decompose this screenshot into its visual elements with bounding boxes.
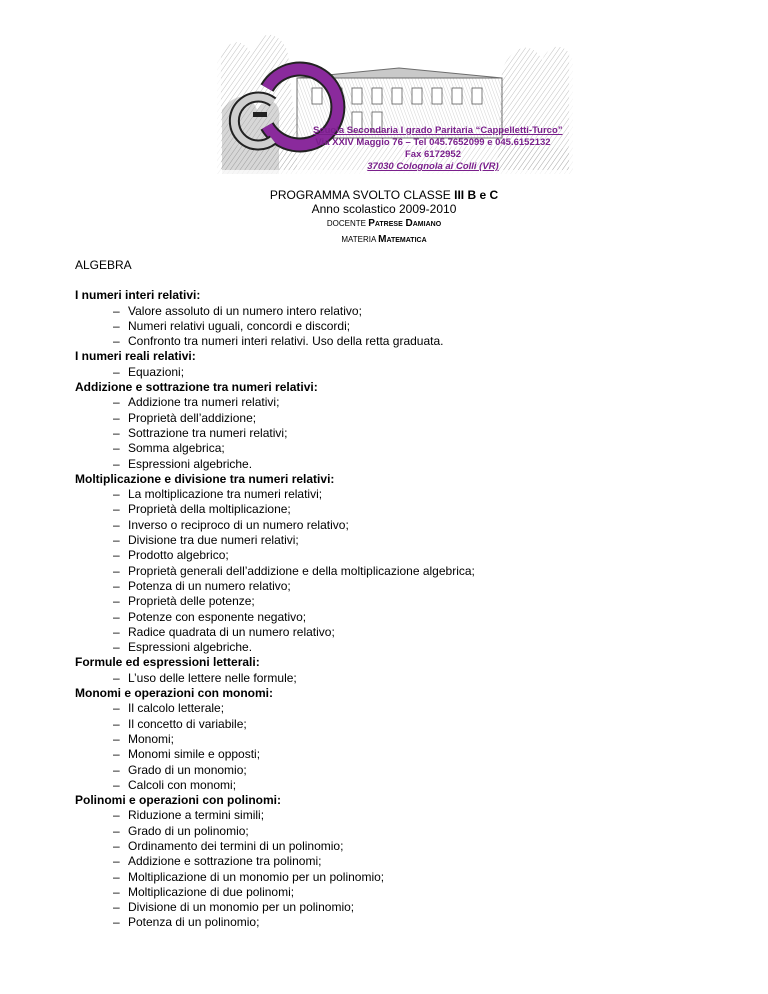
section-title: Monomi e operazioni con monomi: — [75, 686, 273, 701]
list-item: – Valore assoluto di un numero intero relativo; — [113, 304, 725, 319]
list-item: – Numeri relativi uguali, concordi e discordi; — [113, 319, 725, 334]
section-item-list — [75, 395, 725, 471]
section-title: Polinomi e operazioni con polinomi: — [75, 793, 282, 808]
section-title: I numeri interi relativi: — [75, 288, 201, 303]
list-item: – Somma algebrica; — [113, 441, 725, 456]
list-item: – Divisione tra due numeri relativi; — [113, 533, 725, 548]
list-item: – Ordinamento dei termini di un polinomio; — [113, 839, 725, 854]
list-item: – Potenze con esponente negativo; — [113, 610, 725, 625]
list-item: – Proprietà dell’addizione; — [113, 411, 725, 426]
list-item: – Proprietà generali dell’addizione e della moltiplicazione algebrica; — [113, 564, 725, 579]
section-item-list — [75, 808, 725, 930]
list-item: – Inverso o reciproco di un numero relativo; — [113, 518, 725, 533]
list-item: – Potenza di un numero relativo; — [113, 579, 725, 594]
list-item: – Addizione e sottrazione tra polinomi; — [113, 854, 725, 869]
subject-label: MATERIA — [341, 235, 376, 244]
subject-name: Matematica — [378, 234, 427, 245]
list-item: – Grado di un monomio; — [113, 763, 725, 778]
section-title: I numeri reali relativi: — [75, 349, 196, 364]
list-item: – Addizione tra numeri relativi; — [113, 395, 725, 410]
list-item: – Prodotto algebrico; — [113, 548, 725, 563]
list-item: – Riduzione a termini simili; — [113, 808, 725, 823]
teacher-line — [0, 216, 768, 232]
list-item: – Espressioni algebriche. — [113, 457, 725, 472]
program-sections — [75, 288, 725, 930]
list-item: – Proprietà delle potenze; — [113, 594, 725, 609]
school-name: Scuola Secondaria I grado Paritaria “Cappelletti-Turco” — [313, 125, 563, 136]
program-content — [75, 258, 725, 931]
teacher-label: DOCENTE — [326, 219, 366, 228]
list-item: – Moltiplicazione di due polinomi; — [113, 885, 725, 900]
school-year: Anno scolastico 2009-2010 — [311, 202, 457, 216]
school-info — [313, 125, 563, 173]
section-item-list — [75, 365, 725, 380]
list-item: – Moltiplicazione di un monomio per un polinomio; — [113, 870, 725, 885]
list-item: – Monomi simile e opposti; — [113, 747, 725, 762]
section-item-list — [75, 487, 725, 655]
section-item-list — [75, 701, 725, 793]
teacher-name: Patrese Damiano — [368, 218, 442, 229]
list-item: – Potenza di un polinomio; — [113, 915, 725, 930]
list-item: – Espressioni algebriche. — [113, 640, 725, 655]
school-city: 37030 Colognola ai Colli (VR) — [367, 161, 499, 172]
list-item: – Divisione di un monomio per un polinomio; — [113, 900, 725, 915]
program-title — [0, 188, 768, 202]
list-item: – Il concetto di variabile; — [113, 717, 725, 732]
list-item: – L’uso delle lettere nelle formule; — [113, 671, 725, 686]
list-item: – La moltiplicazione tra numeri relativi; — [113, 487, 725, 502]
list-item: – Proprietà della moltiplicazione; — [113, 502, 725, 517]
section-item-list — [75, 671, 725, 686]
list-item: – Grado di un polinomio; — [113, 824, 725, 839]
list-item: – Calcoli con monomi; — [113, 778, 725, 793]
subject-line — [0, 232, 768, 248]
section-item-list — [75, 304, 725, 350]
list-item: – Equazioni; — [113, 365, 725, 380]
program-title-prefix: PROGRAMMA SVOLTO CLASSE — [269, 188, 455, 202]
list-item: – Radice quadrata di un numero relativo; — [113, 625, 725, 640]
list-item: – Monomi; — [113, 732, 725, 747]
school-address: Via XXIV Maggio 76 – Tel 045.7652099 e 045.6152132 — [315, 137, 551, 148]
subject-heading: ALGEBRA — [75, 258, 132, 272]
school-fax: Fax 6172952 — [405, 149, 461, 160]
list-item: – Confronto tra numeri interi relativi. Uso della retta graduata. — [113, 334, 725, 349]
section-title: Addizione e sottrazione tra numeri relativi: — [75, 380, 318, 395]
list-item: – Sottrazione tra numeri relativi; — [113, 426, 725, 441]
section-title: Formule ed espressioni letterali: — [75, 655, 260, 670]
list-item: – Il calcolo letterale; — [113, 701, 725, 716]
program-classes: III B e C — [454, 188, 499, 202]
section-title: Moltiplicazione e divisione tra numeri relativi: — [75, 471, 335, 486]
document-title-block — [0, 188, 768, 248]
